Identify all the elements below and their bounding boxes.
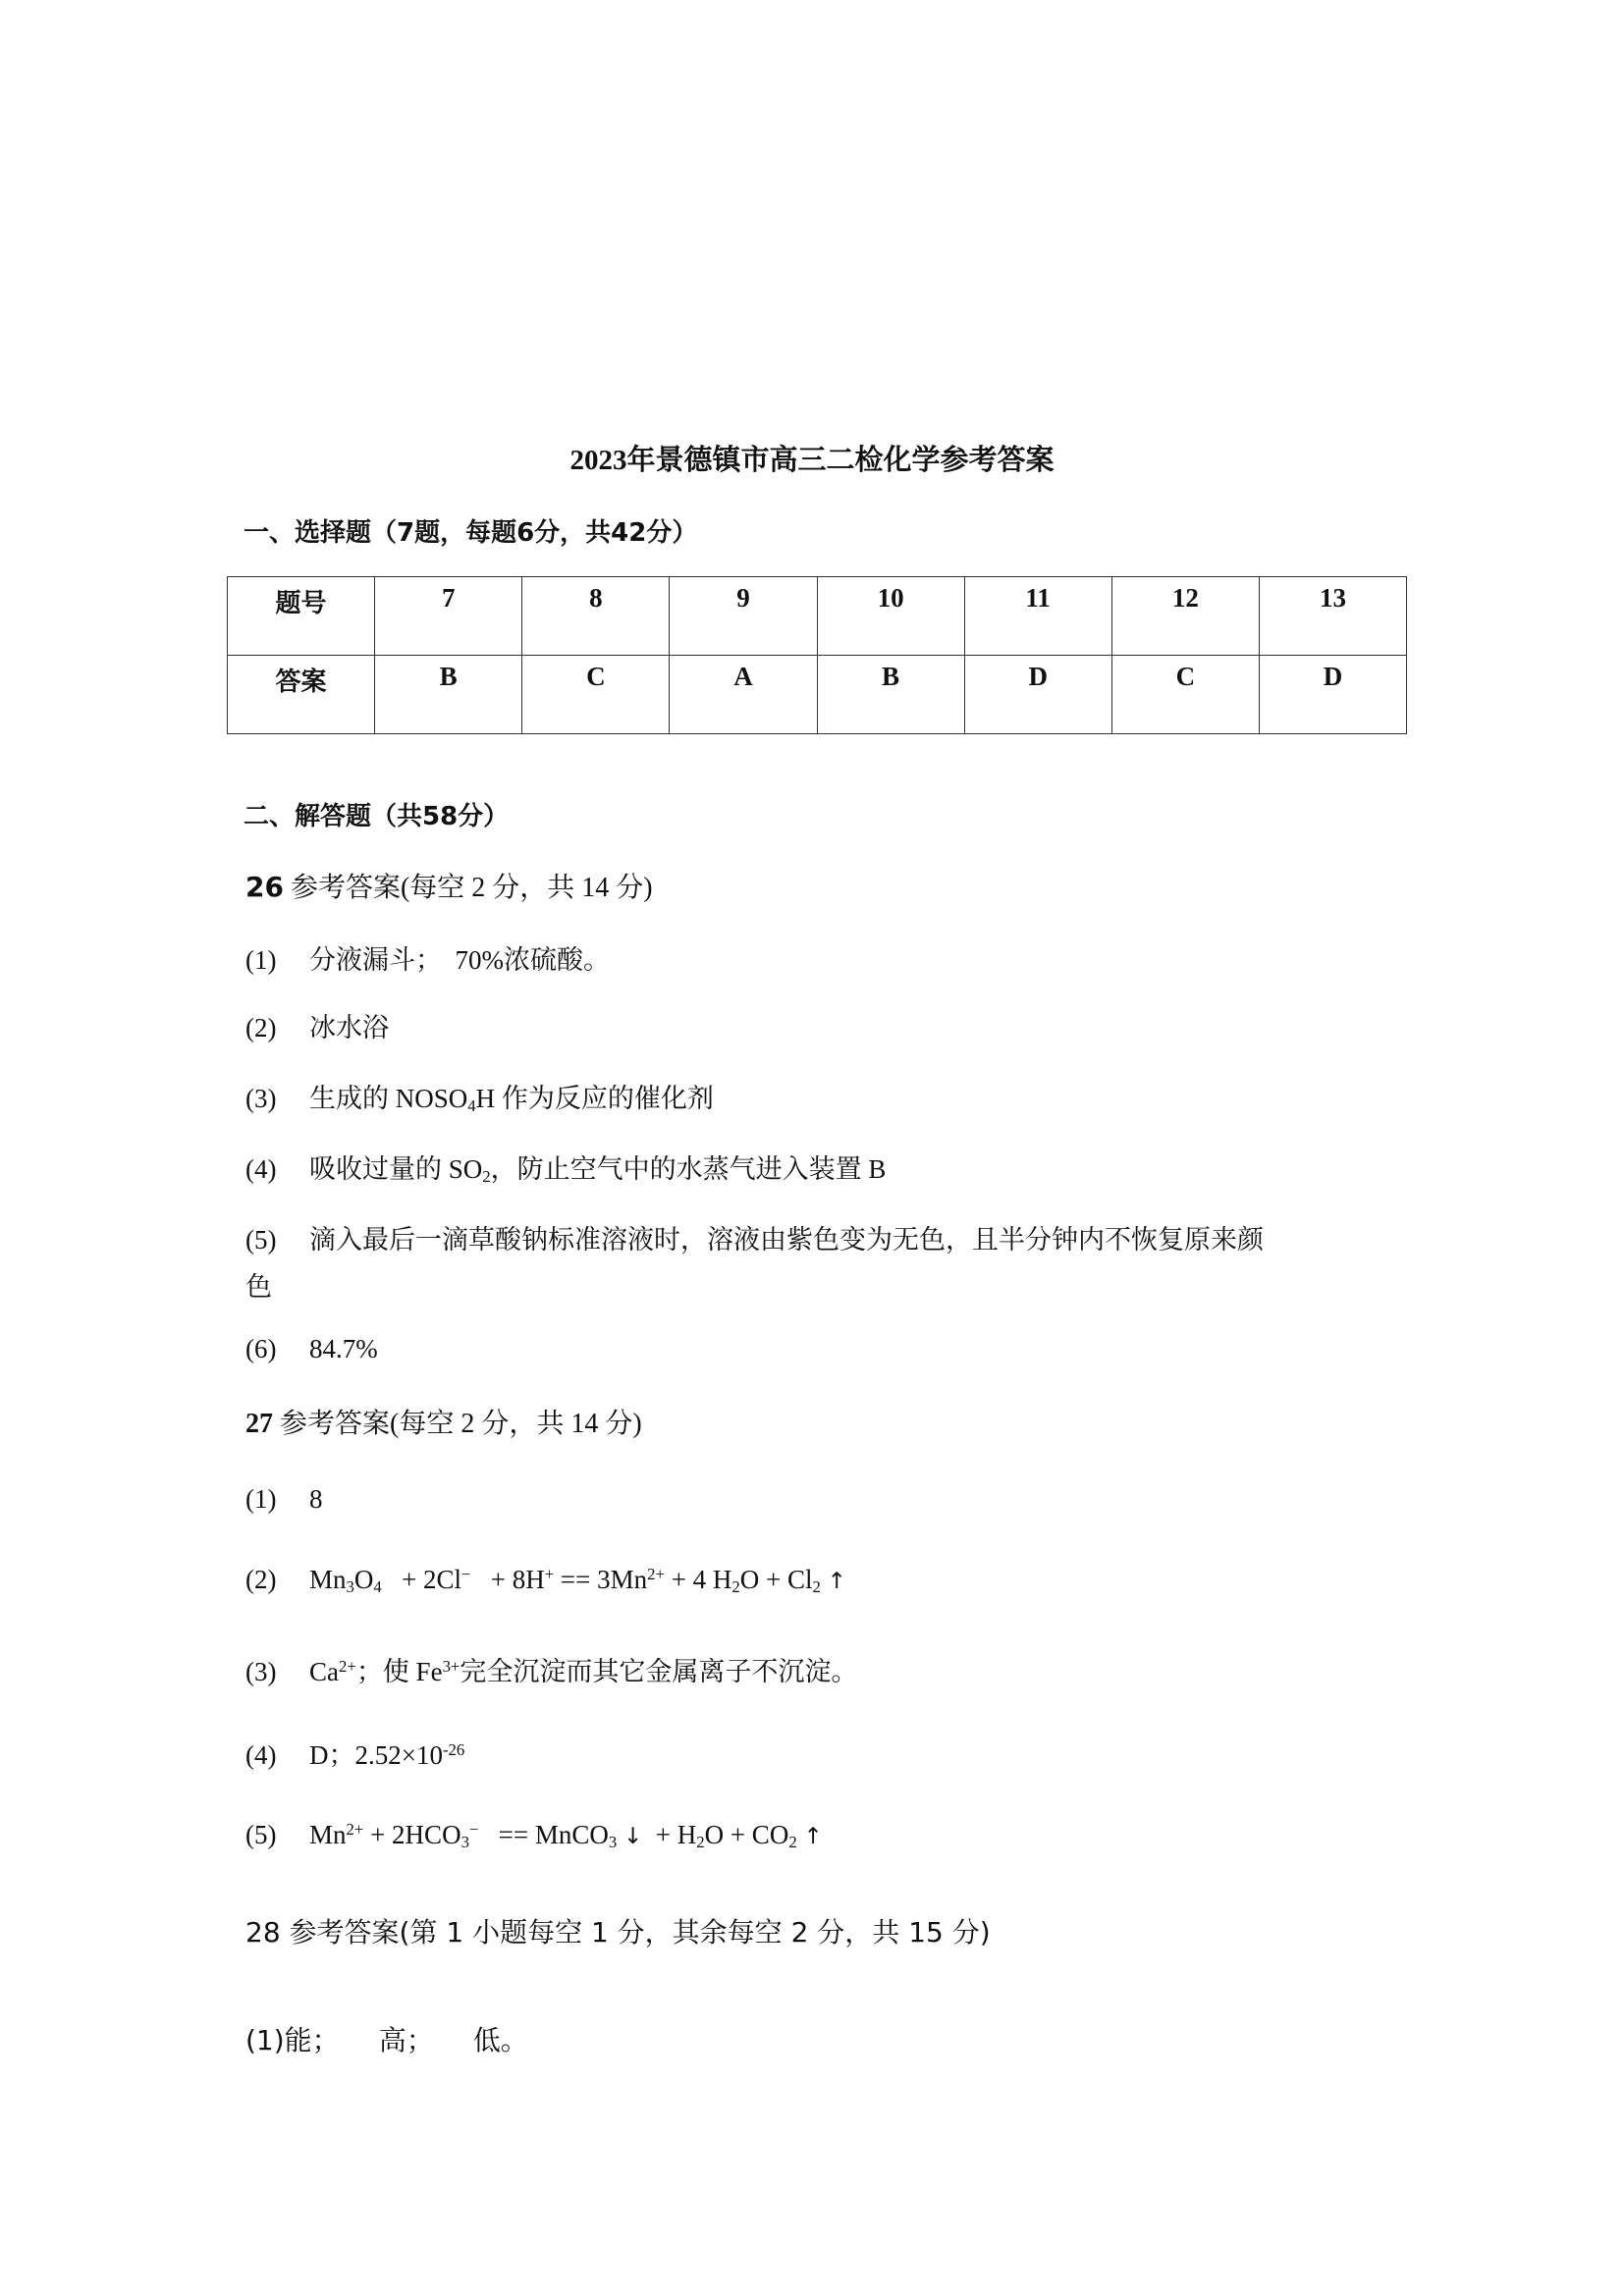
q26-item-2 <box>245 1006 389 1044</box>
precipitate-arrow-down-icon: ↓ <box>623 1824 643 1849</box>
table-cell: A <box>670 656 817 734</box>
item-label: (1) <box>245 1484 277 1514</box>
subscript: 2 <box>788 1833 797 1852</box>
superscript: -26 <box>442 1739 465 1759</box>
formula-part: == 3Mn <box>560 1565 648 1594</box>
item-label: (4) <box>245 1740 277 1770</box>
q26-item-3 <box>245 1077 714 1115</box>
table-cell: B <box>375 656 522 734</box>
table-row-answers <box>228 656 1407 734</box>
superscript: 3+ <box>442 1656 460 1676</box>
answer-table <box>227 576 1407 734</box>
item-label: (3) <box>245 1657 277 1686</box>
subscript: 2 <box>696 1833 705 1852</box>
table-cell: 10 <box>817 577 964 656</box>
table-cell: 11 <box>964 577 1111 656</box>
item-text: 84.7% <box>309 1334 378 1363</box>
table-cell: C <box>1111 656 1259 734</box>
formula-part: 完全沉淀而其它金属离子不沉淀。 <box>460 1657 858 1686</box>
formula-part: ；使 Fe <box>355 1657 443 1686</box>
page-title: 2023年景德镇市高三二检化学参考答案 <box>569 445 1055 476</box>
q28-header: 28 参考答案(第 1 小题每空 1 分，其余每空 2 分，共 15 分) <box>245 1916 991 1949</box>
subscript: 2 <box>731 1577 740 1597</box>
formula-part: + H <box>655 1820 697 1849</box>
subscript: 4 <box>373 1577 382 1597</box>
table-cell: 7 <box>375 577 522 656</box>
section2-heading: 二、解答题（共58分） <box>244 802 510 831</box>
item-text: 吸收过量的 SO <box>309 1154 483 1184</box>
item-text: 高； <box>378 2024 434 2056</box>
q26-item-5 <box>245 1218 1264 1256</box>
q26-number: 26 <box>245 871 284 903</box>
superscript: 2+ <box>647 1564 665 1583</box>
subscript: 3 <box>346 1577 354 1597</box>
table-cell: D <box>1259 656 1406 734</box>
superscript: 2+ <box>339 1656 356 1676</box>
item-text: 冰水浴 <box>309 1013 389 1042</box>
subscript: 2 <box>482 1167 491 1187</box>
item-label: (1) <box>245 2024 285 2056</box>
q27-item-4 <box>245 1734 464 1772</box>
table-row-questions <box>228 577 1407 656</box>
q27-item-3 <box>245 1650 857 1688</box>
item-label: (2) <box>245 1013 277 1042</box>
item-text: H 作为反应的催化剂 <box>475 1084 714 1113</box>
item-label: (3) <box>245 1084 277 1113</box>
gas-arrow-up-icon: ↑ <box>827 1569 846 1594</box>
table-cell: 13 <box>1259 577 1406 656</box>
item-text: 分液漏斗； 70%浓硫酸。 <box>309 945 610 975</box>
item-text: ，防止空气中的水蒸气进入装置 B <box>490 1154 887 1184</box>
item-text: 8 <box>309 1484 323 1514</box>
superscript: + <box>544 1564 555 1583</box>
q27-item-2 <box>245 1565 846 1595</box>
q27-item-1 <box>245 1484 323 1515</box>
table-cell: 9 <box>670 577 817 656</box>
superscript: − <box>468 1819 479 1839</box>
q26-item-6 <box>245 1334 378 1364</box>
gas-arrow-up-icon: ↑ <box>803 1824 823 1849</box>
item-label: (5) <box>245 1820 277 1849</box>
formula-part: Mn <box>309 1820 347 1849</box>
q27-header-text: 参考答案(每空 2 分，共 14 分) <box>280 1409 642 1439</box>
formula-part: O <box>353 1565 374 1594</box>
q26-header <box>245 866 653 905</box>
q26-header-text: 参考答案(每空 2 分，共 14 分) <box>290 873 653 903</box>
subscript: 3 <box>460 1833 469 1852</box>
item-label: (4) <box>245 1154 277 1184</box>
item-text: 低。 <box>472 2024 528 2056</box>
formula-part: Ca <box>309 1657 339 1686</box>
subscript: 3 <box>608 1833 618 1852</box>
table-cell: B <box>817 656 964 734</box>
q26-item-5-continuation: 色 <box>245 1272 272 1302</box>
table-cell: D <box>964 656 1111 734</box>
row-label-answer: 答案 <box>228 656 375 734</box>
table-cell: 8 <box>522 577 670 656</box>
formula-part: + 4 H <box>671 1565 732 1594</box>
formula-part: + 2Cl <box>402 1565 462 1594</box>
row-label-question-number: 题号 <box>228 577 375 656</box>
section1-heading: 一、选择题（7题，每题6分，共42分） <box>244 518 698 548</box>
item-label: (5) <box>245 1225 277 1255</box>
formula-part: O + CO <box>704 1820 789 1849</box>
formula-part: D；2.52×10 <box>309 1740 443 1770</box>
formula-part: Mn <box>309 1565 347 1594</box>
superscript: − <box>461 1564 471 1583</box>
superscript: 2+ <box>346 1819 364 1839</box>
formula-part: == MnCO <box>498 1820 609 1849</box>
subscript: 4 <box>467 1096 476 1116</box>
item-label: (6) <box>245 1334 277 1363</box>
table-cell: C <box>522 656 670 734</box>
item-text: 能； <box>284 2024 340 2056</box>
q28-item-1 <box>245 2019 528 2058</box>
q26-item-1 <box>245 938 610 977</box>
q26-item-4 <box>245 1148 886 1186</box>
subscript: 2 <box>812 1577 821 1597</box>
formula-part: + 2HCO <box>370 1820 461 1849</box>
item-label: (2) <box>245 1565 277 1594</box>
q27-number: 27 <box>245 1409 273 1439</box>
item-text: 生成的 NOSO <box>309 1084 468 1113</box>
q27-item-5 <box>245 1820 823 1850</box>
item-label: (1) <box>245 945 277 975</box>
q27-header <box>245 1402 642 1441</box>
item-text: 滴入最后一滴草酸钠标准溶液时，溶液由紫色变为无色，且半分钟内不恢复原来颜 <box>309 1225 1264 1255</box>
formula-part: O + Cl <box>739 1565 813 1594</box>
formula-part: + 8H <box>490 1565 545 1594</box>
table-cell: 12 <box>1111 577 1259 656</box>
